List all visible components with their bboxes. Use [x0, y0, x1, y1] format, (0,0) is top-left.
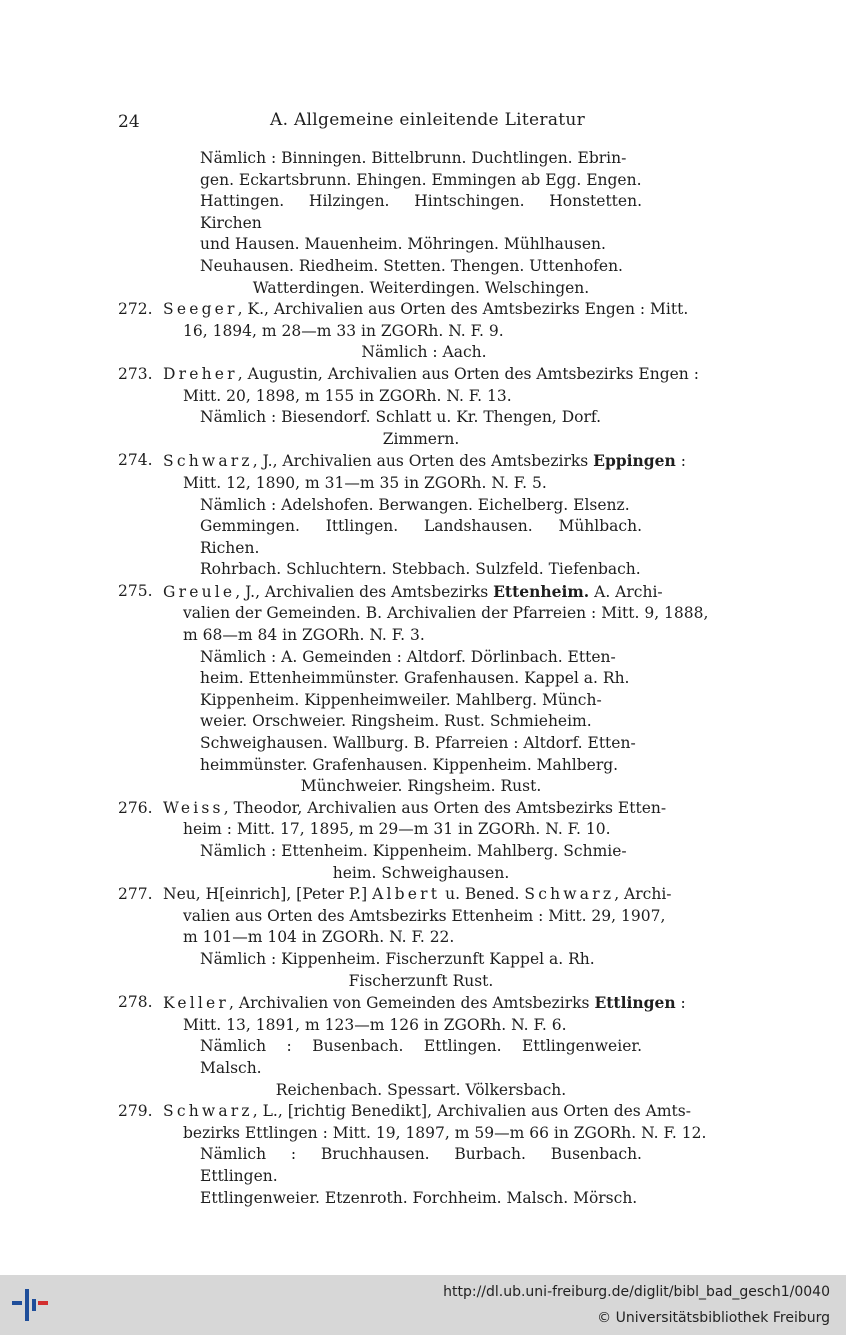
entry-text: :	[675, 994, 686, 1013]
entry-number: 273.	[118, 364, 153, 383]
entry-number: 279.	[118, 1102, 153, 1121]
district-name: Ettenheim.	[493, 581, 590, 601]
bibliography-entry-279	[118, 1101, 730, 1144]
author-name: Neu, H[einrich], [Peter P.]	[163, 885, 373, 904]
names-line: Münchweier. Ringsheim. Rust.	[300, 777, 542, 796]
author-name: Schwarz	[163, 1102, 253, 1121]
entry-continuation: 16, 1894, m 28—m 33 in ZGORh. N. F. 9.	[183, 321, 504, 340]
bibliography-entry-272	[118, 299, 730, 342]
names-line: Nämlich : Bruchhausen. Burbach. Busenbach. Ettlingen.	[200, 1145, 642, 1185]
running-title: A. Allgemeine einleitende Literatur	[270, 110, 586, 130]
author-name: Dreher	[163, 364, 238, 383]
names-line: Nämlich : Busenbach. Ettlingen. Ettlingenweier. Malsch.	[200, 1037, 642, 1077]
district-name: Ettlingen	[594, 993, 676, 1013]
entry-number: 277.	[118, 885, 153, 904]
entry-continuation: valien aus Orten des Amtsbezirks Ettenheim : Mitt. 29, 1907,	[183, 906, 666, 925]
author-name: Schwarz	[163, 452, 253, 471]
bibliography-entry-276	[118, 798, 730, 841]
names-line: Nämlich : Biesendorf. Schlatt u. Kr. Thengen, Dorf.	[200, 408, 602, 427]
bibliography-entry-277	[118, 884, 730, 949]
bibliography-entry-275	[118, 581, 730, 647]
entry-heading	[163, 1101, 730, 1123]
entry-text: , Theodor, Archivalien aus Orten des Amtsbezirks Etten-	[223, 798, 667, 817]
names-line: Ettlingenweier. Etzenroth. Forchheim. Malsch. Mörsch.	[200, 1188, 638, 1207]
entry-text: , K., Archivalien aus Orten des Amtsbezirks Engen : Mitt.	[237, 300, 689, 319]
page-body	[118, 148, 730, 1209]
entry-text: , Augustin, Archivalien aus Orten des Amtsbezirks Engen :	[237, 364, 699, 383]
entry-text: , Archi-	[614, 885, 672, 904]
entry-number: 274.	[118, 451, 153, 470]
entry-heading	[163, 364, 730, 386]
entry-continuation: bezirks Ettlingen : Mitt. 19, 1897, m 59—m 66 in ZGORh. N. F. 12.	[183, 1123, 707, 1142]
entry-continuation: Mitt. 13, 1891, m 123—m 126 in ZGORh. N. F. 6.	[183, 1015, 567, 1034]
names-line: Nämlich : Aach.	[361, 343, 487, 362]
names-line: Nämlich : Adelshofen. Berwangen. Eichelberg. Elsenz.	[200, 495, 630, 514]
entry-continuation: Mitt. 12, 1890, m 31—m 35 in ZGORh. N. F. 5.	[183, 473, 547, 492]
entry-continuation: valien der Gemeinden. B. Archivalien der Pfarreien : Mitt. 9, 1888,	[183, 604, 709, 623]
names-line: Hattingen. Hilzingen. Hintschingen. Honstetten. Kirchen	[200, 192, 642, 232]
names-line: Watterdingen. Weiterdingen. Welschingen.	[252, 278, 590, 297]
names-line: Rohrbach. Schluchtern. Stebbach. Sulzfeld. Tiefenbach.	[200, 560, 641, 579]
entry-heading	[163, 581, 730, 604]
names-line: heimmünster. Grafenhausen. Kippenheim. Mahlberg.	[200, 755, 619, 774]
names-line: und Hausen. Mauenheim. Möhringen. Mühlhausen.	[200, 235, 606, 254]
copyright-notice: © Universitätsbibliothek Freiburg	[597, 1310, 830, 1326]
names-line: Neuhausen. Riedheim. Stetten. Thengen. Uttenhofen.	[200, 256, 623, 275]
names-line: Fischerzunft Rust.	[348, 971, 494, 990]
entry-continuation: Mitt. 20, 1898, m 155 in ZGORh. N. F. 13.	[183, 386, 512, 405]
viewer-footer	[0, 1275, 846, 1335]
page-number: 24	[118, 112, 140, 132]
entry-text: , L., [richtig Benedikt], Archivalien aus Orten des Amts-	[252, 1102, 691, 1121]
entry-heading	[163, 450, 730, 473]
entry-heading	[163, 798, 730, 820]
names-line: Kippenheim. Kippenheimweiler. Mahlberg. Münch-	[200, 690, 602, 709]
author-name: Keller	[163, 994, 230, 1013]
names-line: Schweighausen. Wallburg. B. Pfarreien : Altdorf. Etten-	[200, 734, 636, 753]
names-line: Reichenbach. Spessart. Völkersbach.	[275, 1080, 567, 1099]
entry-number: 275.	[118, 581, 153, 600]
names-line: Nämlich : Ettenheim. Kippenheim. Mahlberg. Schmie-	[200, 842, 627, 860]
names-line: heim. Ettenheimmünster. Grafenhausen. Kappel a. Rh.	[200, 669, 630, 688]
entry-number: 272.	[118, 300, 153, 319]
entry-text: u. Bened.	[440, 885, 525, 904]
entry-heading	[163, 884, 730, 906]
author-name: Albert	[372, 885, 441, 904]
names-line: Nämlich : A. Gemeinden : Altdorf. Dörlinbach. Etten-	[200, 647, 616, 666]
entry-heading	[163, 299, 730, 321]
names-line: Nämlich : Binningen. Bittelbrunn. Duchtlingen. Ebrin-	[200, 149, 627, 167]
bibliography-entry-274	[118, 450, 730, 494]
names-line: heim. Schweighausen.	[332, 863, 510, 882]
entry-continuation: m 101—m 104 in ZGORh. N. F. 22.	[183, 928, 455, 947]
author-name: Seeger	[163, 300, 238, 319]
names-line: Zimmern.	[382, 429, 460, 448]
author-name: Schwarz	[524, 885, 615, 904]
district-name: Eppingen	[593, 451, 676, 471]
bibliography-entry-278	[118, 992, 730, 1036]
source-url-link[interactable]: http://dl.ub.uni-freiburg.de/diglit/bibl_bad_gesch1/0040	[443, 1284, 830, 1300]
names-line: gen. Eckartsbrunn. Ehingen. Emmingen ab Egg. Engen.	[200, 170, 642, 189]
names-line: Nämlich : Kippenheim. Fischerzunft Kappel a. Rh.	[200, 949, 595, 968]
entry-text: , J., Archivalien des Amtsbezirks	[235, 582, 494, 601]
entry-number: 276.	[118, 798, 153, 817]
bibliography-entry-273	[118, 364, 730, 407]
names-line: weier. Orschweier. Ringsheim. Rust. Schmieheim.	[200, 712, 592, 731]
entry-number: 278.	[118, 993, 153, 1012]
entry-text: A. Archi-	[589, 582, 663, 601]
names-line: Gemmingen. Ittlingen. Landshausen. Mühlbach. Richen.	[200, 517, 642, 557]
entry-heading	[163, 992, 730, 1015]
preceding-names-block	[118, 148, 730, 299]
author-name: Weiss	[163, 798, 224, 817]
library-logo-icon[interactable]	[8, 1285, 52, 1325]
entry-continuation: m 68—m 84 in ZGORh. N. F. 3.	[183, 626, 425, 645]
entry-text: , Archivalien von Gemeinden des Amtsbezirks	[229, 994, 595, 1013]
entry-continuation: heim : Mitt. 17, 1895, m 29—m 31 in ZGORh. N. F. 10.	[183, 820, 611, 839]
entry-text: , J., Archivalien aus Orten des Amtsbezirks	[252, 452, 594, 471]
author-name: Greule	[163, 582, 236, 601]
entry-text: :	[675, 452, 686, 471]
